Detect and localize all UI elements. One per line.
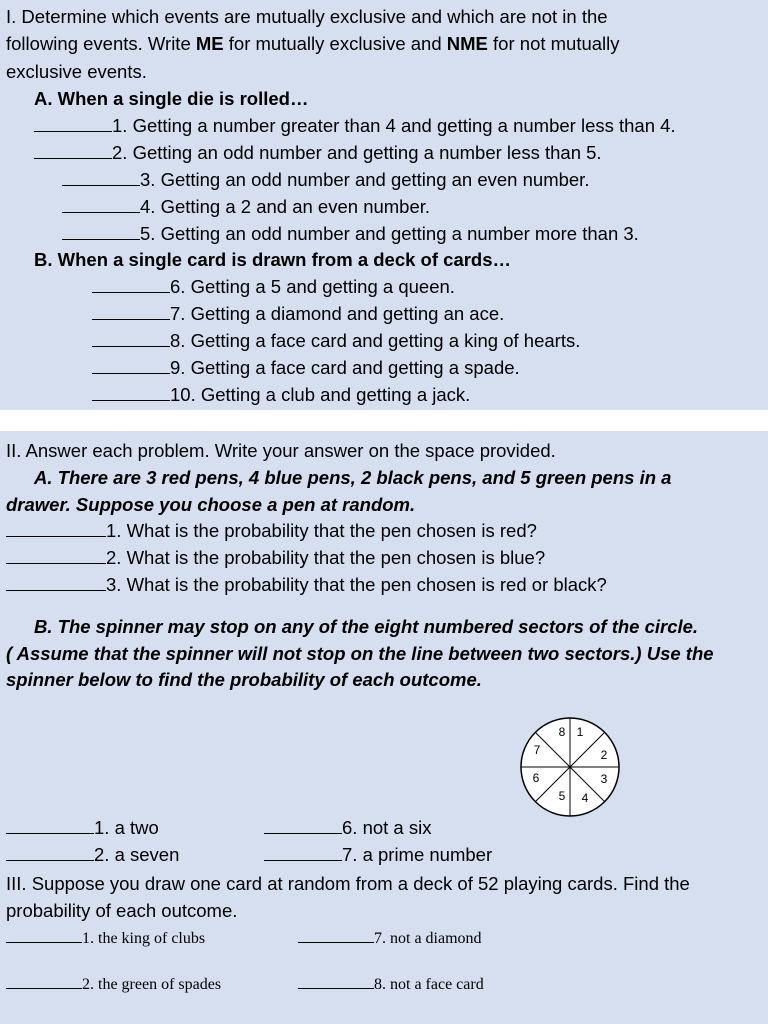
answer-blank[interactable]	[264, 819, 342, 834]
nme-abbreviation: NME	[446, 33, 488, 54]
item-text: 3. Getting an odd number and getting an even number.	[140, 169, 590, 190]
item-text: 1. What is the probability that the pen chosen is red?	[106, 520, 537, 541]
part1-intro-line3: exclusive events.	[6, 61, 147, 82]
part2-problem-b-line1: B. The spinner may stop on any of the eight numbered sectors of the circle.	[34, 616, 699, 637]
spinner-label-1: 1	[576, 725, 584, 740]
answer-blank[interactable]	[34, 144, 112, 159]
spinner-label-3: 3	[600, 772, 608, 787]
part2-item	[264, 819, 431, 838]
part2-problem-b-line3: spinner below to find the probability of each outcome.	[6, 669, 482, 690]
answer-blank[interactable]	[62, 198, 140, 213]
part1-item	[34, 117, 676, 136]
answer-blank[interactable]	[6, 846, 94, 861]
part1-item	[92, 359, 520, 378]
answer-blank[interactable]	[92, 359, 170, 374]
item-text: 7. a prime number	[342, 844, 493, 865]
part2-intro: II. Answer each problem. Write your answer on the space provided.	[6, 440, 556, 461]
item-text: 5. Getting an odd number and getting a number more than 3.	[140, 223, 639, 244]
part3-item	[6, 974, 221, 993]
part1-item	[92, 332, 580, 351]
item-text: 1. the king of clubs	[82, 930, 206, 947]
item-text: 7. not a diamond	[374, 930, 482, 947]
spinner-label-7: 7	[533, 743, 541, 758]
item-text: 8. not a face card	[374, 976, 484, 993]
answer-blank[interactable]	[92, 278, 170, 293]
item-text: 7. Getting a diamond and getting an ace.	[170, 303, 505, 324]
part1-intro-text-a: following events. Write	[6, 33, 196, 54]
item-text: 4. Getting a 2 and an even number.	[140, 196, 431, 217]
answer-blank[interactable]	[6, 928, 82, 943]
item-text: 2. a seven	[94, 844, 180, 865]
part1-intro-line2	[6, 35, 620, 54]
part2-item	[264, 846, 492, 865]
part3-intro-line2: probability of each outcome.	[6, 900, 238, 921]
part2-item	[6, 819, 159, 838]
answer-blank[interactable]	[6, 522, 106, 537]
item-text: 2. Getting an odd number and getting a number less than 5.	[112, 142, 602, 163]
spinner-label-5: 5	[558, 789, 566, 804]
part1-item	[62, 225, 639, 244]
item-text: 10. Getting a club and getting a jack.	[170, 384, 471, 405]
part3-item	[298, 974, 484, 993]
item-text: 6. not a six	[342, 817, 432, 838]
part3-item	[298, 928, 482, 947]
part1-item	[62, 198, 430, 217]
part3-item	[6, 928, 205, 947]
answer-blank[interactable]	[264, 846, 342, 861]
part1-section-a-heading: A. When a single die is rolled…	[34, 88, 309, 109]
item-text: 3. What is the probability that the pen chosen is red or black?	[106, 574, 607, 595]
item-text: 2. What is the probability that the pen chosen is blue?	[106, 547, 546, 568]
answer-blank[interactable]	[6, 549, 106, 564]
item-text: 6. Getting a 5 and getting a queen.	[170, 276, 455, 297]
answer-blank[interactable]	[62, 171, 140, 186]
spinner-label-2: 2	[600, 748, 608, 763]
part1-item	[92, 305, 504, 324]
part1-intro-line1: I. Determine which events are mutually exclusive and which are not in the	[6, 6, 608, 27]
part2-item	[6, 576, 607, 595]
answer-blank[interactable]	[34, 117, 112, 132]
answer-blank[interactable]	[6, 819, 94, 834]
answer-blank[interactable]	[92, 386, 170, 401]
item-text: 1. Getting a number greater than 4 and getting a number less than 4.	[112, 115, 676, 136]
answer-blank[interactable]	[298, 974, 374, 989]
part2-problem-a-line1: A. There are 3 red pens, 4 blue pens, 2 black pens, and 5 green pens in a	[34, 467, 672, 488]
part3-intro-line1: III. Suppose you draw one card at random from a deck of 52 playing cards. Find the	[6, 873, 690, 894]
part1-item	[92, 386, 470, 405]
answer-blank[interactable]	[6, 974, 82, 989]
section-divider	[0, 410, 768, 431]
spinner-diagram	[518, 715, 622, 819]
item-text: 2. the green of spades	[82, 976, 222, 993]
answer-blank[interactable]	[6, 576, 106, 591]
part1-section-b-heading: B. When a single card is drawn from a deck of cards…	[34, 249, 512, 270]
part2-item	[6, 846, 179, 865]
part2-problem-b-line2: ( Assume that the spinner will not stop on the line between two sectors.) Use the	[6, 643, 714, 664]
part1-intro-text-c: for not mutually	[487, 33, 620, 54]
answer-blank[interactable]	[92, 305, 170, 320]
item-text: 9. Getting a face card and getting a spade.	[170, 357, 520, 378]
part2-item	[6, 549, 545, 568]
part2-item	[6, 522, 537, 541]
item-text: 8. Getting a face card and getting a king of hearts.	[170, 330, 581, 351]
spinner-label-6: 6	[532, 771, 540, 786]
part1-item	[92, 278, 455, 297]
item-text: 1. a two	[94, 817, 159, 838]
answer-blank[interactable]	[298, 928, 374, 943]
answer-blank[interactable]	[62, 225, 140, 240]
spinner-label-8: 8	[558, 725, 566, 740]
part1-item	[34, 144, 602, 163]
part2-problem-a-line2: drawer. Suppose you choose a pen at random.	[6, 494, 416, 515]
spinner-label-4: 4	[581, 791, 589, 806]
part1-intro-text-b: for mutually exclusive and	[223, 33, 447, 54]
me-abbreviation: ME	[195, 33, 224, 54]
part1-item	[62, 171, 589, 190]
answer-blank[interactable]	[92, 332, 170, 347]
